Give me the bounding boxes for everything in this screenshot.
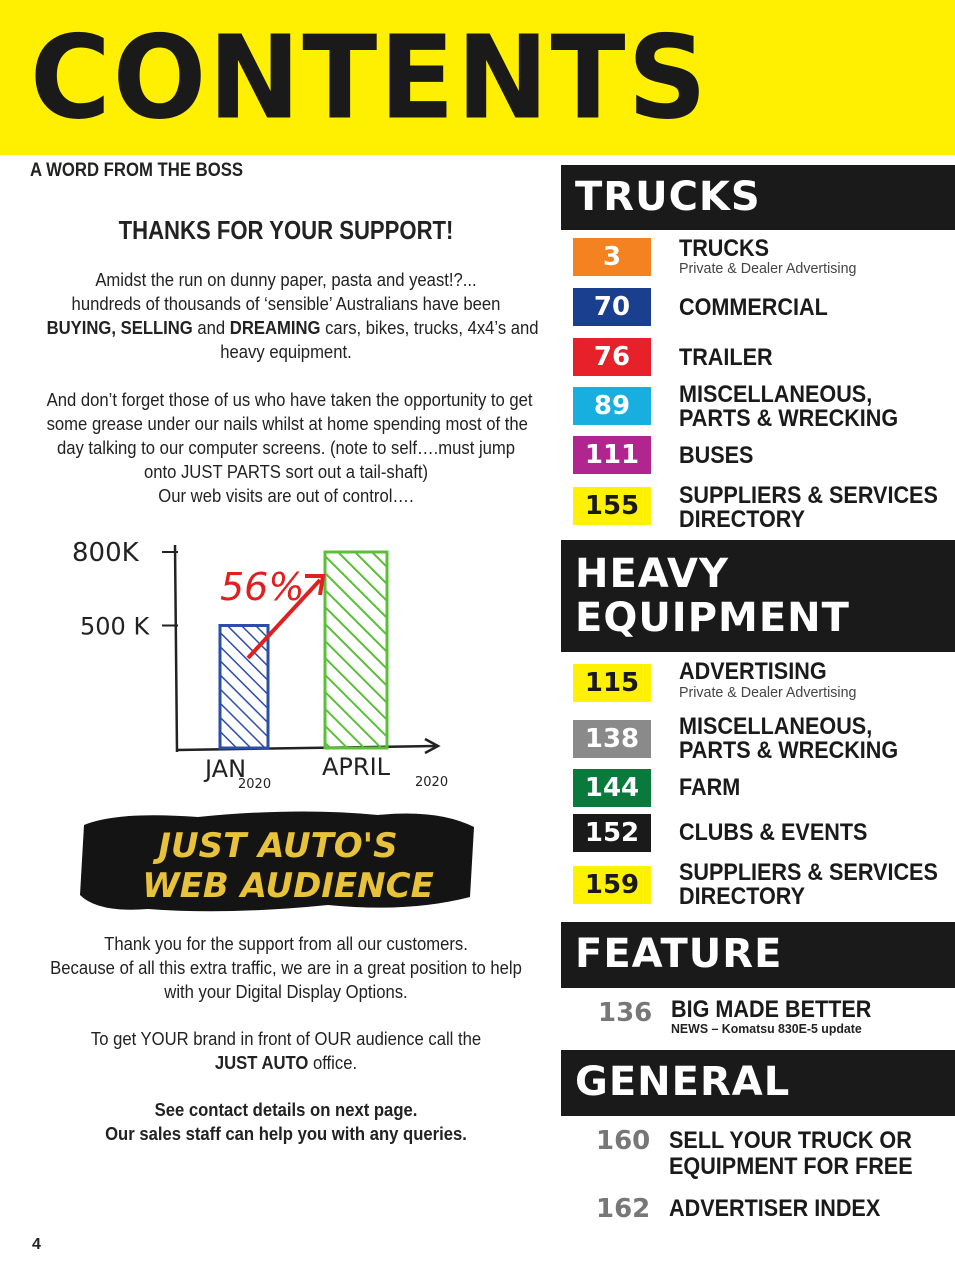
- item-label: SELL YOUR TRUCK OR: [669, 1127, 912, 1154]
- item-sublabel: NEWS – Komatsu 830E-5 update: [671, 1021, 862, 1036]
- section-header-heavy-equipment: [561, 540, 955, 652]
- page-title: CONTENTS: [30, 10, 709, 145]
- x-tick-sublabel: 2020: [238, 777, 272, 790]
- item-label: ADVERTISER INDEX: [669, 1195, 881, 1222]
- page-badge: 3: [573, 238, 651, 276]
- headline: THANKS FOR YOUR SUPPORT!: [118, 215, 454, 245]
- second-paragraph: [20, 388, 552, 508]
- para-line: with your Digital Display Options.: [164, 981, 408, 1002]
- para-line: heavy equipment.: [220, 341, 352, 362]
- page-number: 4: [32, 1236, 41, 1253]
- item-sublabel: Private & Dealer Advertising: [679, 260, 857, 277]
- y-tick-label: 800K: [72, 540, 139, 568]
- item-label: BUSES: [679, 442, 754, 469]
- item-sublabel: Private & Dealer Advertising: [679, 684, 857, 701]
- item-label: ADVERTISING: [679, 658, 827, 685]
- item-label-line-2: DIRECTORY: [679, 506, 806, 533]
- x-tick-sublabel: 2020: [415, 775, 449, 790]
- section-header-trucks: TRUCKS: [561, 165, 955, 230]
- contact-paragraph: [20, 1098, 552, 1146]
- para-line: [47, 1051, 526, 1075]
- para-line: To get YOUR brand in front of OUR audience call the: [90, 1028, 482, 1049]
- y-tick-label: 500 K: [80, 612, 150, 641]
- item-label: FARM: [679, 774, 741, 801]
- item-label: TRAILER: [679, 344, 773, 371]
- para-line: hundreds of thousands of ‘sensible’ Australians have been: [71, 293, 501, 314]
- para-line: And don’t forget those of us who have taken the opportunity to get: [46, 389, 533, 410]
- item-label: SUPPLIERS & SERVICES: [679, 859, 938, 886]
- item-label-line-2: DIRECTORY: [679, 883, 806, 910]
- item-label: SUPPLIERS & SERVICES: [679, 482, 938, 509]
- para-line: Because of all this extra traffic, we are in a great position to help: [50, 957, 522, 978]
- plain-text: and: [192, 317, 230, 338]
- item-label: MISCELLANEOUS,: [679, 381, 873, 408]
- para-line: [46, 316, 539, 340]
- para-line: Our web visits are out of control….: [158, 485, 414, 506]
- plain-text: office.: [308, 1052, 358, 1073]
- web-audience-banner: [78, 805, 478, 915]
- page-badge: 70: [573, 288, 651, 326]
- para-line: Amidst the run on dunny paper, pasta and yeast!?...: [95, 269, 477, 290]
- item-label: MISCELLANEOUS,: [679, 713, 873, 740]
- para-line: See contact details on next page.: [154, 1099, 418, 1120]
- y-axis: [175, 545, 177, 752]
- page-badge: 111: [573, 436, 651, 474]
- x-axis: [177, 746, 435, 750]
- item-label-line-2: PARTS & WRECKING: [679, 737, 899, 764]
- para-line: some grease under our nails whilst at home spending most of the: [46, 413, 528, 434]
- section-header-feature: FEATURE: [561, 922, 955, 988]
- bold-text: DREAMING: [229, 317, 321, 338]
- boss-column: [30, 160, 542, 1144]
- header-banner: [0, 0, 955, 155]
- banner-line-2: WEB AUDIENCE: [142, 866, 434, 906]
- item-label: BIG MADE BETTER: [671, 996, 872, 1023]
- plain-text: cars, bikes, trucks, 4x4’s and: [320, 317, 539, 338]
- thanks-paragraph: [20, 932, 552, 1004]
- growth-annotation: 56%: [220, 565, 305, 609]
- web-visits-chart: [70, 540, 490, 790]
- banner-line-1: JUST AUTO'S: [158, 826, 398, 866]
- item-label: CLUBS & EVENTS: [679, 819, 868, 846]
- brand-paragraph: [20, 1027, 552, 1075]
- page-badge: 144: [573, 769, 651, 807]
- item-label: COMMERCIAL: [679, 294, 828, 321]
- item-label-line-2: PARTS & WRECKING: [679, 405, 899, 432]
- x-tick-label: JAN: [205, 755, 247, 783]
- page-badge: 115: [573, 664, 651, 702]
- section-header-general: GENERAL: [561, 1050, 955, 1116]
- bar-april: [325, 552, 387, 748]
- page-number-feature: 136: [598, 998, 653, 1028]
- para-line: onto JUST PARTS sort out a tail-shaft): [143, 461, 429, 482]
- x-tick-label: APRIL: [322, 753, 391, 781]
- page-number-general: 162: [596, 1194, 651, 1224]
- section-title-line-1: HEAVY: [575, 551, 729, 597]
- page-badge: 76: [573, 338, 651, 376]
- page-badge: 152: [573, 814, 651, 852]
- page-badge: 138: [573, 720, 651, 758]
- page-number-general: 160: [596, 1126, 651, 1156]
- bold-text: JUST AUTO: [214, 1052, 309, 1073]
- item-label-line-2: EQUIPMENT FOR FREE: [669, 1153, 913, 1180]
- page-badge: 155: [573, 487, 651, 525]
- para-line: Our sales staff can help you with any queries.: [105, 1123, 467, 1144]
- item-label: TRUCKS: [679, 235, 769, 262]
- section-title-line-2: EQUIPMENT: [575, 595, 850, 641]
- para-line: Thank you for the support from all our customers.: [104, 933, 468, 954]
- section-label: A WORD FROM THE BOSS: [30, 160, 244, 181]
- bold-text: BUYING, SELLING: [46, 317, 193, 338]
- page-badge: 159: [573, 866, 651, 904]
- para-line: day talking to our computer screens. (note to self….must jump: [56, 437, 516, 458]
- page-badge: 89: [573, 387, 651, 425]
- intro-paragraph: [20, 268, 552, 364]
